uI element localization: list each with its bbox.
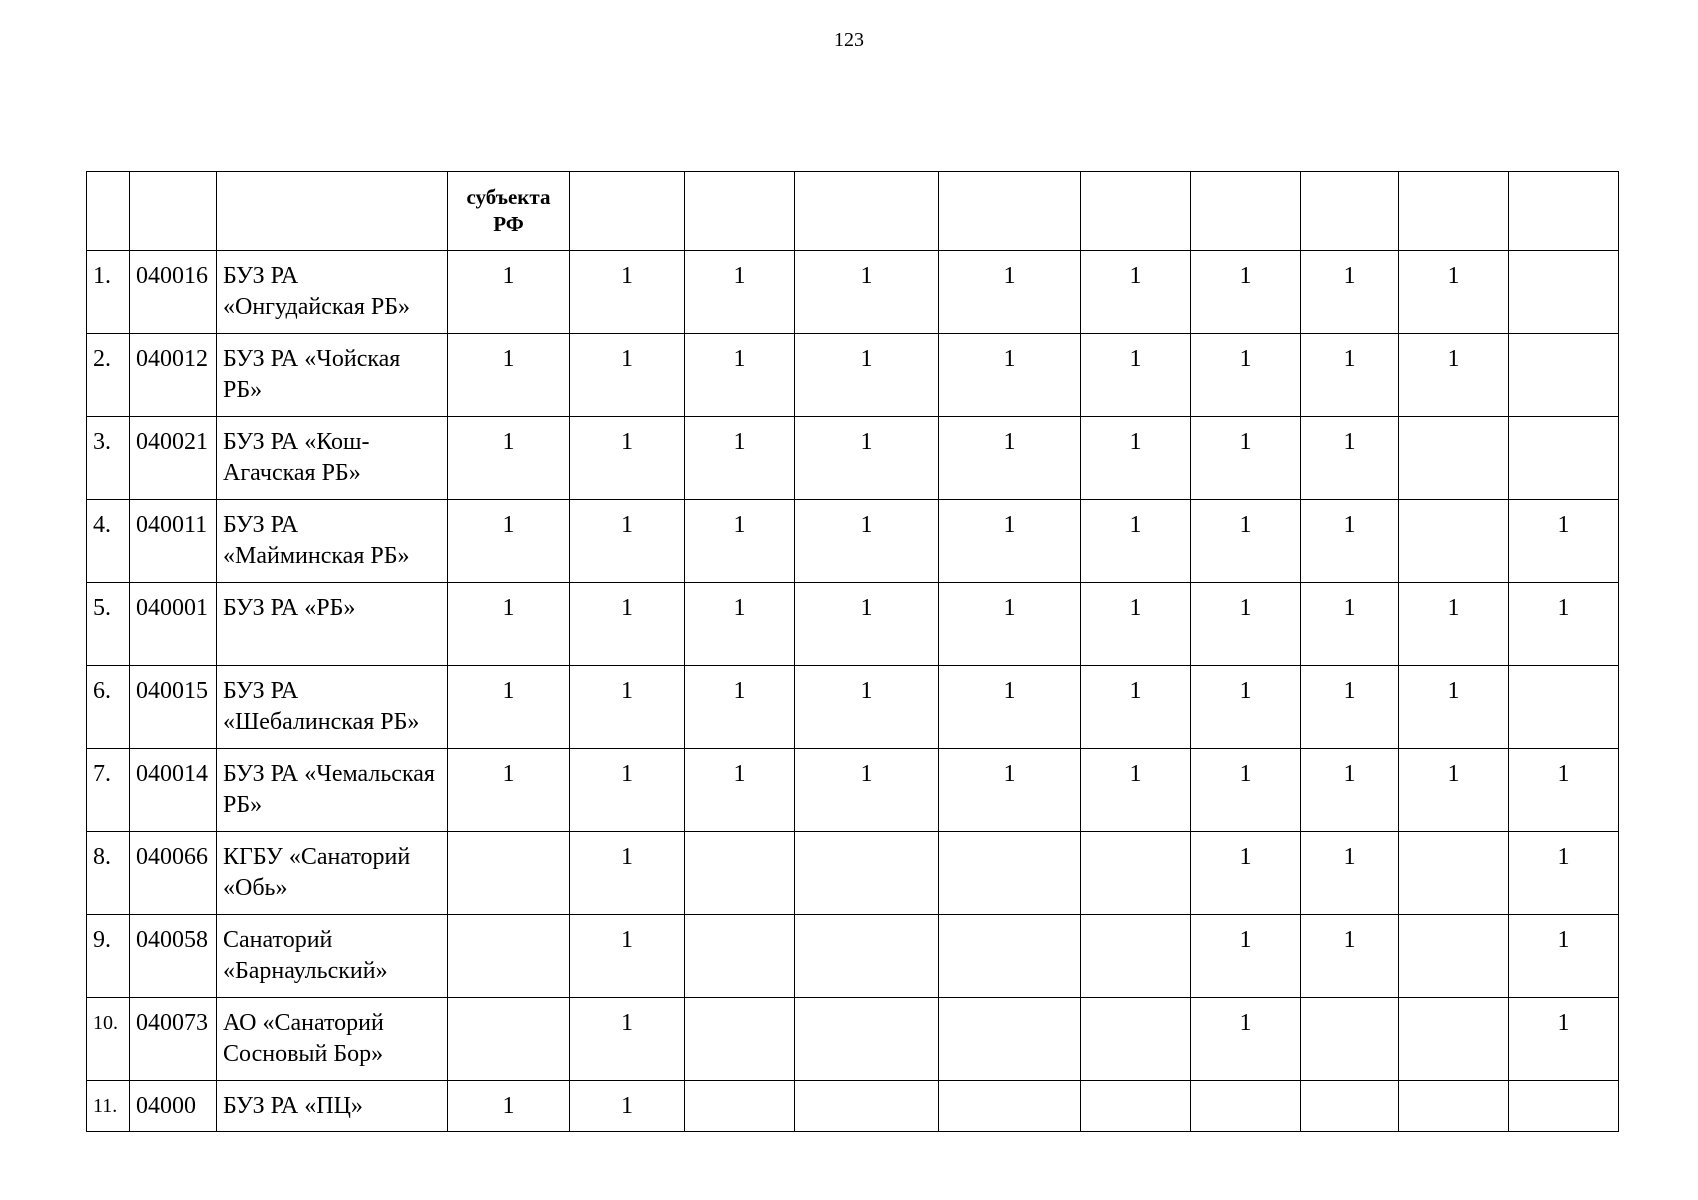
value-cell: 1	[685, 334, 795, 417]
value-cell: 1	[1301, 417, 1399, 500]
header-cell-1	[87, 172, 130, 251]
value-cell: 1	[1399, 583, 1509, 666]
organization-name-cell: Санаторий «Барнаульский»	[217, 915, 448, 998]
value-cell: 1	[570, 334, 685, 417]
organization-name-cell: БУЗ РА «ПЦ»	[217, 1081, 448, 1132]
value-cell: 1	[1509, 832, 1619, 915]
value-cell	[1399, 915, 1509, 998]
value-cell: 1	[1191, 334, 1301, 417]
value-cell	[795, 832, 939, 915]
value-cell	[685, 832, 795, 915]
value-cell: 1	[1081, 583, 1191, 666]
value-cell: 1	[448, 1081, 570, 1132]
value-cell	[1509, 1081, 1619, 1132]
value-cell	[939, 832, 1081, 915]
organization-name-cell: БУЗ РА «Чемальская РБ»	[217, 749, 448, 832]
header-cell-13	[1509, 172, 1619, 251]
value-cell: 1	[448, 500, 570, 583]
value-cell: 1	[939, 749, 1081, 832]
value-cell	[448, 998, 570, 1081]
value-cell: 1	[570, 832, 685, 915]
row-number-cell: 2.	[87, 334, 130, 417]
value-cell: 1	[1509, 915, 1619, 998]
value-cell: 1	[1191, 251, 1301, 334]
table-body	[87, 172, 1619, 1132]
row-number-cell: 6.	[87, 666, 130, 749]
organization-name-cell: БУЗ РА «Кош-Агачская РБ»	[217, 417, 448, 500]
value-cell: 1	[448, 417, 570, 500]
row-number-cell: 3.	[87, 417, 130, 500]
header-cell-7	[795, 172, 939, 251]
table-row	[87, 417, 1619, 500]
value-cell	[1399, 998, 1509, 1081]
value-cell: 1	[1301, 749, 1399, 832]
organization-name-cell: КГБУ «Санаторий «Обь»	[217, 832, 448, 915]
value-cell: 1	[685, 251, 795, 334]
value-cell: 1	[795, 334, 939, 417]
code-cell: 040021	[130, 417, 217, 500]
organization-name-cell: БУЗ РА «Майминская РБ»	[217, 500, 448, 583]
value-cell: 1	[1191, 583, 1301, 666]
value-cell	[1509, 417, 1619, 500]
value-cell	[1399, 832, 1509, 915]
table-row	[87, 666, 1619, 749]
value-cell	[1191, 1081, 1301, 1132]
value-cell: 1	[1509, 500, 1619, 583]
code-cell: 040016	[130, 251, 217, 334]
value-cell	[1081, 1081, 1191, 1132]
value-cell: 1	[939, 417, 1081, 500]
header-cell-8	[939, 172, 1081, 251]
organization-name-cell: БУЗ РА «Онгудайская РБ»	[217, 251, 448, 334]
value-cell: 1	[1081, 251, 1191, 334]
header-cell-10	[1191, 172, 1301, 251]
row-number-cell: 4.	[87, 500, 130, 583]
value-cell: 1	[939, 583, 1081, 666]
value-cell	[795, 1081, 939, 1132]
value-cell	[1509, 666, 1619, 749]
value-cell: 1	[1301, 334, 1399, 417]
organization-name-cell: АО «Санаторий Сосновый Бор»	[217, 998, 448, 1081]
value-cell: 1	[1509, 583, 1619, 666]
table-header-row	[87, 172, 1619, 251]
row-number-cell: 5.	[87, 583, 130, 666]
value-cell	[1399, 417, 1509, 500]
value-cell: 1	[795, 666, 939, 749]
value-cell: 1	[570, 417, 685, 500]
value-cell	[939, 915, 1081, 998]
organization-name-cell: БУЗ РА «Шебалинская РБ»	[217, 666, 448, 749]
value-cell: 1	[1081, 417, 1191, 500]
value-cell: 1	[795, 749, 939, 832]
value-cell	[1301, 1081, 1399, 1132]
code-cell: 040001	[130, 583, 217, 666]
value-cell: 1	[1301, 915, 1399, 998]
value-cell: 1	[1301, 832, 1399, 915]
value-cell: 1	[685, 583, 795, 666]
code-cell: 040011	[130, 500, 217, 583]
value-cell: 1	[1191, 500, 1301, 583]
value-cell: 1	[1191, 666, 1301, 749]
value-cell: 1	[570, 500, 685, 583]
header-cell-12	[1399, 172, 1509, 251]
table-row	[87, 998, 1619, 1081]
row-number-cell: 11.	[87, 1081, 130, 1132]
header-cell-11	[1301, 172, 1399, 251]
value-cell	[1081, 915, 1191, 998]
value-cell: 1	[1301, 666, 1399, 749]
value-cell: 1	[1191, 417, 1301, 500]
value-cell	[448, 915, 570, 998]
row-number-cell: 7.	[87, 749, 130, 832]
value-cell: 1	[570, 915, 685, 998]
code-cell: 04000	[130, 1081, 217, 1132]
value-cell: 1	[1399, 749, 1509, 832]
row-number-cell: 9.	[87, 915, 130, 998]
value-cell: 1	[1301, 583, 1399, 666]
header-cell-6	[685, 172, 795, 251]
table-row	[87, 915, 1619, 998]
table-row	[87, 832, 1619, 915]
value-cell	[1509, 334, 1619, 417]
value-cell	[1081, 832, 1191, 915]
value-cell: 1	[1301, 500, 1399, 583]
organization-name-cell: БУЗ РА «РБ»	[217, 583, 448, 666]
value-cell: 1	[1399, 334, 1509, 417]
value-cell: 1	[939, 334, 1081, 417]
value-cell: 1	[570, 1081, 685, 1132]
code-cell: 040058	[130, 915, 217, 998]
value-cell	[1301, 998, 1399, 1081]
value-cell: 1	[448, 583, 570, 666]
value-cell	[685, 998, 795, 1081]
header-cell-5	[570, 172, 685, 251]
value-cell: 1	[685, 500, 795, 583]
value-cell	[1399, 500, 1509, 583]
value-cell: 1	[795, 417, 939, 500]
header-cell-3	[217, 172, 448, 251]
value-cell	[1081, 998, 1191, 1081]
value-cell: 1	[448, 666, 570, 749]
value-cell: 1	[685, 749, 795, 832]
table-row	[87, 500, 1619, 583]
value-cell	[685, 1081, 795, 1132]
value-cell: 1	[448, 251, 570, 334]
value-cell: 1	[795, 251, 939, 334]
table-row	[87, 334, 1619, 417]
code-cell: 040015	[130, 666, 217, 749]
value-cell	[939, 1081, 1081, 1132]
value-cell	[939, 998, 1081, 1081]
header-cell-9	[1081, 172, 1191, 251]
value-cell: 1	[1509, 749, 1619, 832]
value-cell: 1	[1191, 749, 1301, 832]
value-cell: 1	[448, 749, 570, 832]
value-cell: 1	[939, 500, 1081, 583]
row-number-cell: 1.	[87, 251, 130, 334]
value-cell: 1	[1081, 500, 1191, 583]
table-row	[87, 251, 1619, 334]
table-row	[87, 749, 1619, 832]
value-cell: 1	[939, 666, 1081, 749]
table-row	[87, 583, 1619, 666]
page-number: 123	[834, 29, 864, 51]
value-cell: 1	[570, 583, 685, 666]
organization-name-cell: БУЗ РА «Чойская РБ»	[217, 334, 448, 417]
value-cell: 1	[1191, 998, 1301, 1081]
data-table	[86, 171, 1619, 1132]
value-cell: 1	[939, 251, 1081, 334]
value-cell: 1	[1191, 832, 1301, 915]
value-cell	[795, 915, 939, 998]
value-cell	[448, 832, 570, 915]
value-cell: 1	[1399, 251, 1509, 334]
value-cell: 1	[1081, 749, 1191, 832]
value-cell: 1	[448, 334, 570, 417]
code-cell: 040012	[130, 334, 217, 417]
value-cell	[685, 915, 795, 998]
value-cell: 1	[1301, 251, 1399, 334]
value-cell: 1	[1509, 998, 1619, 1081]
value-cell: 1	[1399, 666, 1509, 749]
value-cell: 1	[795, 500, 939, 583]
header-cell-4: субъекта РФ	[448, 172, 570, 251]
code-cell: 040014	[130, 749, 217, 832]
table-row	[87, 1081, 1619, 1132]
value-cell: 1	[570, 998, 685, 1081]
header-cell-2	[130, 172, 217, 251]
value-cell: 1	[685, 666, 795, 749]
value-cell: 1	[795, 583, 939, 666]
value-cell: 1	[1191, 915, 1301, 998]
value-cell	[1399, 1081, 1509, 1132]
value-cell	[795, 998, 939, 1081]
value-cell: 1	[1081, 334, 1191, 417]
code-cell: 040066	[130, 832, 217, 915]
value-cell: 1	[570, 666, 685, 749]
value-cell: 1	[570, 251, 685, 334]
value-cell: 1	[570, 749, 685, 832]
code-cell: 040073	[130, 998, 217, 1081]
row-number-cell: 10.	[87, 998, 130, 1081]
row-number-cell: 8.	[87, 832, 130, 915]
value-cell: 1	[685, 417, 795, 500]
value-cell: 1	[1081, 666, 1191, 749]
value-cell	[1509, 251, 1619, 334]
